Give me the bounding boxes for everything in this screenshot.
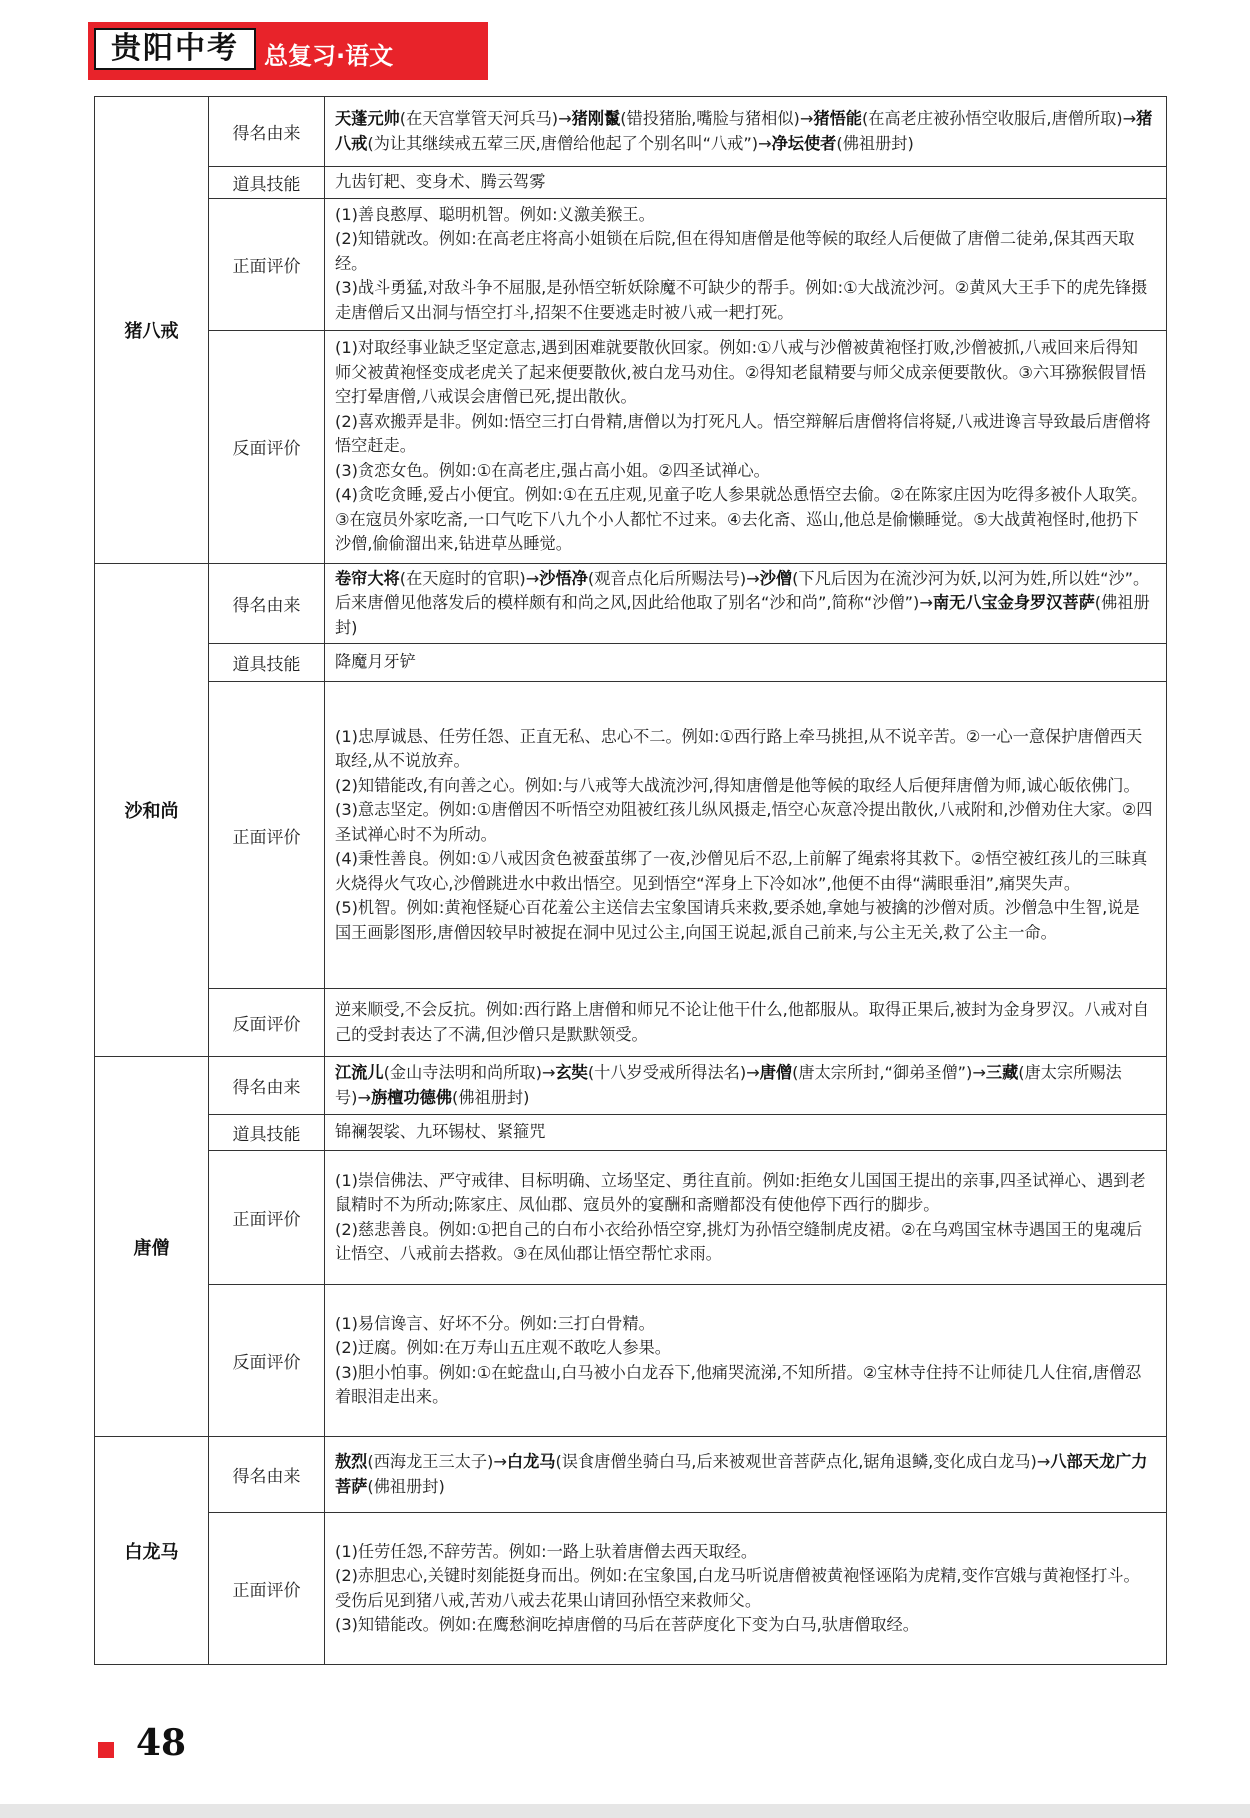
field-label: 道具技能 [209,644,325,682]
list-item: (1)崇信佛法、严守戒律、目标明确、立场坚定、勇往直前。例如:拒绝女儿国国王提出的亲事,四圣试禅心、遇到老鼠精时不为所动;陈家庄、凤仙郡、寇员外的宴酬和斋赠都没有使他停下西行的脚步。 [335,1170,1146,1214]
positive-content [325,682,1167,989]
field-label: 得名由来 [209,97,325,167]
table-row [95,989,1167,1057]
name-stage: 江流儿 [335,1063,384,1082]
table-row [95,167,1167,199]
name-stage: 猪刚鬣 [571,109,621,128]
name-stage: 猪悟能 [813,109,862,128]
list-item: (3)知错能改。例如:在鹰愁涧吃掉唐僧的马后在菩萨度化下变为白马,驮唐僧取经。 [335,1615,919,1634]
table-row [95,1437,1167,1513]
list-item: (4)秉性善良。例如:①八戒因贪色被蚕茧绑了一夜,沙僧见后不忍,上前解了绳索将其救下。②悟空被红孩儿的三昧真火烧得火气攻心,沙僧跳进水中救出悟空。见到悟空“浑身上下冷如冰”,他便不由得“满眼垂泪”,痛哭失声。 [335,849,1148,893]
name-stage: 三藏 [985,1063,1019,1082]
origin-content [325,97,1167,167]
list-item: (3)战斗勇猛,对敌斗争不屈服,是孙悟空斩妖除魔不可缺少的帮手。例如:①大战流沙河。②黄风大王手下的虎先锋摄走唐僧后又出洞与悟空打斗,招架不住要逃走时被八戒一耙打死。 [335,278,1148,322]
positive-content [325,1513,1167,1665]
field-label: 正面评价 [209,1151,325,1285]
name-note: (在高老庄被孙悟空收服后,唐僧所取)→ [861,109,1137,128]
table-row [95,1285,1167,1437]
table-row [95,1151,1167,1285]
name-note: (佛祖册封) [367,1476,445,1496]
header-banner [88,22,488,80]
list-item: (3)贪恋女色。例如:①在高老庄,强占高小姐。②四圣试禅心。 [335,460,770,480]
table-row [95,198,1167,330]
list-item: (1)忠厚诚恳、任劳任怨、正直无私、忠心不二。例如:①西行路上牵马挑担,从不说辛苦。②一心一意保护唐僧西天取经,从不说放弃。 [335,726,1143,771]
name-note: (金山寺法明和尚所取)→ [383,1063,556,1082]
table-row [95,1057,1167,1115]
name-stage: 天蓬元帅 [335,109,400,128]
field-label: 反面评价 [209,330,325,563]
name-note: (为让其继续戒五荤三厌,唐僧给他起了个别名叫“八戒”)→ [367,133,772,153]
table-row [95,682,1167,989]
role-cell: 猪八戒 [95,97,209,564]
list-item: (4)贪吃贪睡,爱占小便宜。例如:①在五庄观,见童子吃人参果就怂恿悟空去偷。②在陈家庄因为吃得多被仆人取笑。③在寇员外家吃斋,一口气吃下八九个小人都忙不过来。④去化斋、巡山,他总是偷懒睡觉。⑤大战黄袍怪时,他扔下沙僧,偷偷溜出来,钻进草丛睡觉。 [335,485,1148,554]
tools-content: 降魔月牙铲 [325,644,1167,682]
name-note: (在天庭时的官职)→ [399,568,540,588]
list-item: (2)知错就改。例如:在高老庄将高小姐锁在后院,但在得知唐僧是他等候的取经人后便做了唐僧二徒弟,保其西天取经。 [335,229,1135,273]
list-item: (5)机智。例如:黄袍怪疑心百花羞公主送信去宝象国请兵来救,要杀她,拿她与被擒的沙僧对质。沙僧急中生智,说是国王画影图形,唐僧因较早时被捉在洞中见过公主,向国王说起,派自己前来,与公主无关,救了公主一命。 [335,898,1140,942]
field-label: 得名由来 [209,1437,325,1513]
name-stage: 猪八戒 [335,109,1153,153]
name-stage: 敖烈 [335,1452,368,1471]
role-cell: 唐僧 [95,1057,209,1437]
list-item: (3)意志坚定。例如:①唐僧因不听悟空劝阻被红孩儿纵风摄走,悟空心灰意冷提出散伙,八戒附和,沙僧劝住大家。②四圣试禅心时不为所动。 [335,800,1153,844]
book-title: 贵阳中考 [94,28,256,70]
field-label: 得名由来 [209,1057,325,1115]
field-label: 反面评价 [209,1285,325,1437]
list-item: (1)对取经事业缺乏坚定意志,遇到困难就要散伙回家。例如:①八戒与沙僧被黄袍怪打败,沙僧被抓,八戒回来后得知师父被黄袍怪变成老虎关了起来便要散伙,被白龙马劝住。②得知老鼠精要与师父成亲便要散伙。③六耳猕猴假冒悟空打晕唐僧,八戒误会唐僧已死,提出散伙。 [335,338,1147,407]
tools-content: 锦襕袈裟、九环锡杖、紧箍咒 [325,1115,1167,1151]
field-label: 正面评价 [209,682,325,989]
table-row [95,330,1167,563]
list-item: (2)知错能改,有向善之心。例如:与八戒等大战流沙河,得知唐僧是他等候的取经人后便拜唐僧为师,诚心皈依佛门。 [335,775,1140,795]
name-note: (在天宫掌管天河兵马)→ [399,109,572,128]
field-label: 道具技能 [209,1115,325,1151]
name-stage: 白龙马 [506,1452,556,1471]
name-note: (错投猪胎,嘴脸与猪相似)→ [620,109,814,128]
field-label: 道具技能 [209,167,325,199]
list-item: (2)迂腐。例如:在万寿山五庄观不敢吃人参果。 [335,1338,671,1357]
name-stage: 南无八宝金身罗汉菩萨 [932,593,1095,612]
name-stage: 沙僧 [759,568,793,588]
name-note: (佛祖册封) [452,1087,530,1107]
footer-strip [0,1804,1250,1818]
name-note: (十八岁受戒所得法名)→ [587,1063,760,1082]
negative-content: 逆来顺受,不会反抗。例如:西行路上唐僧和师兄不论让他干什么,他都服从。取得正果后,被封为金身罗汉。八戒对自己的受封表达了不满,但沙僧只是默默领受。 [325,989,1167,1057]
negative-content [325,330,1167,563]
page-number-marker [98,1742,114,1758]
table-row [95,563,1167,644]
list-item: (2)赤胆忠心,关键时刻能挺身而出。例如:在宝象国,白龙马听说唐僧被黄袍怪诬陷为虎精,变作宫娥与黄袍怪打斗。受伤后见到猪八戒,苦劝八戒去花果山请回孙悟空来救师父。 [335,1566,1140,1610]
tools-content: 九齿钉耙、变身术、腾云驾雾 [325,167,1167,199]
page-number: 48 [136,1722,187,1764]
name-note: (唐太宗所封,“御弟圣僧”)→ [792,1063,986,1082]
name-stage: 唐僧 [759,1063,793,1082]
positive-content [325,198,1167,330]
name-stage: 净坛使者 [771,133,837,153]
field-label: 得名由来 [209,563,325,644]
role-cell: 白龙马 [95,1437,209,1665]
name-stage: 八部天龙广力菩萨 [335,1452,1148,1496]
name-note: (下凡后因为在流沙河为妖,以河为姓,所以姓“沙”。后来唐僧见他落发后的模样颇有和尚之风,因此给他取了别名“沙和尚”,简称“沙僧”)→ [335,568,1150,612]
list-item: (2)喜欢搬弄是非。例如:悟空三打白骨精,唐僧以为打死凡人。悟空辩解后唐僧将信将疑,八戒进谗言导致最后唐僧将悟空赶走。 [335,411,1151,456]
name-stage: 玄奘 [555,1063,588,1082]
book-subtitle: 总复习·语文 [264,42,394,70]
positive-content [325,1151,1167,1285]
table-row [95,1513,1167,1665]
name-stage: 卷帘大将 [335,568,400,588]
origin-content [325,1057,1167,1115]
characters-table [94,96,1167,1665]
name-note: (西海龙王三太子)→ [367,1452,507,1471]
list-item: (1)任劳任怨,不辞劳苦。例如:一路上驮着唐僧去西天取经。 [335,1541,758,1561]
field-label: 正面评价 [209,198,325,330]
list-item: (3)胆小怕事。例如:①在蛇盘山,白马被小白龙吞下,他痛哭流涕,不知所措。②宝林寺住持不让师徒几人住宿,唐僧忍着眼泪走出来。 [335,1362,1142,1406]
origin-content [325,563,1167,644]
negative-content [325,1285,1167,1437]
field-label: 正面评价 [209,1513,325,1665]
name-note: (佛祖册封) [836,133,914,153]
table-row [95,1115,1167,1151]
field-label: 反面评价 [209,989,325,1057]
role-cell: 沙和尚 [95,563,209,1057]
name-note: (佛祖册封) [335,593,1150,637]
name-note: (观音点化后所赐法号)→ [587,568,760,588]
name-note: (误食唐僧坐骑白马,后来被观世音菩萨点化,锯角退鳞,变化成白龙马)→ [555,1452,1051,1471]
list-item: (1)易信谗言、好坏不分。例如:三打白骨精。 [335,1313,655,1333]
list-item: (1)善良憨厚、聪明机智。例如:义激美猴王。 [335,204,655,224]
table-row [95,97,1167,167]
list-item: (2)慈悲善良。例如:①把自己的白布小衣给孙悟空穿,挑灯为孙悟空缝制虎皮裙。②在乌鸡国宝林寺遇国王的鬼魂后让悟空、八戒前去搭救。③在凤仙郡让悟空帮忙求雨。 [335,1219,1143,1263]
name-stage: 旃檀功德佛 [371,1087,453,1107]
name-stage: 沙悟净 [539,568,588,588]
name-note: (唐太宗所赐法号)→ [335,1063,1122,1107]
origin-content [325,1437,1167,1513]
table-row [95,644,1167,682]
